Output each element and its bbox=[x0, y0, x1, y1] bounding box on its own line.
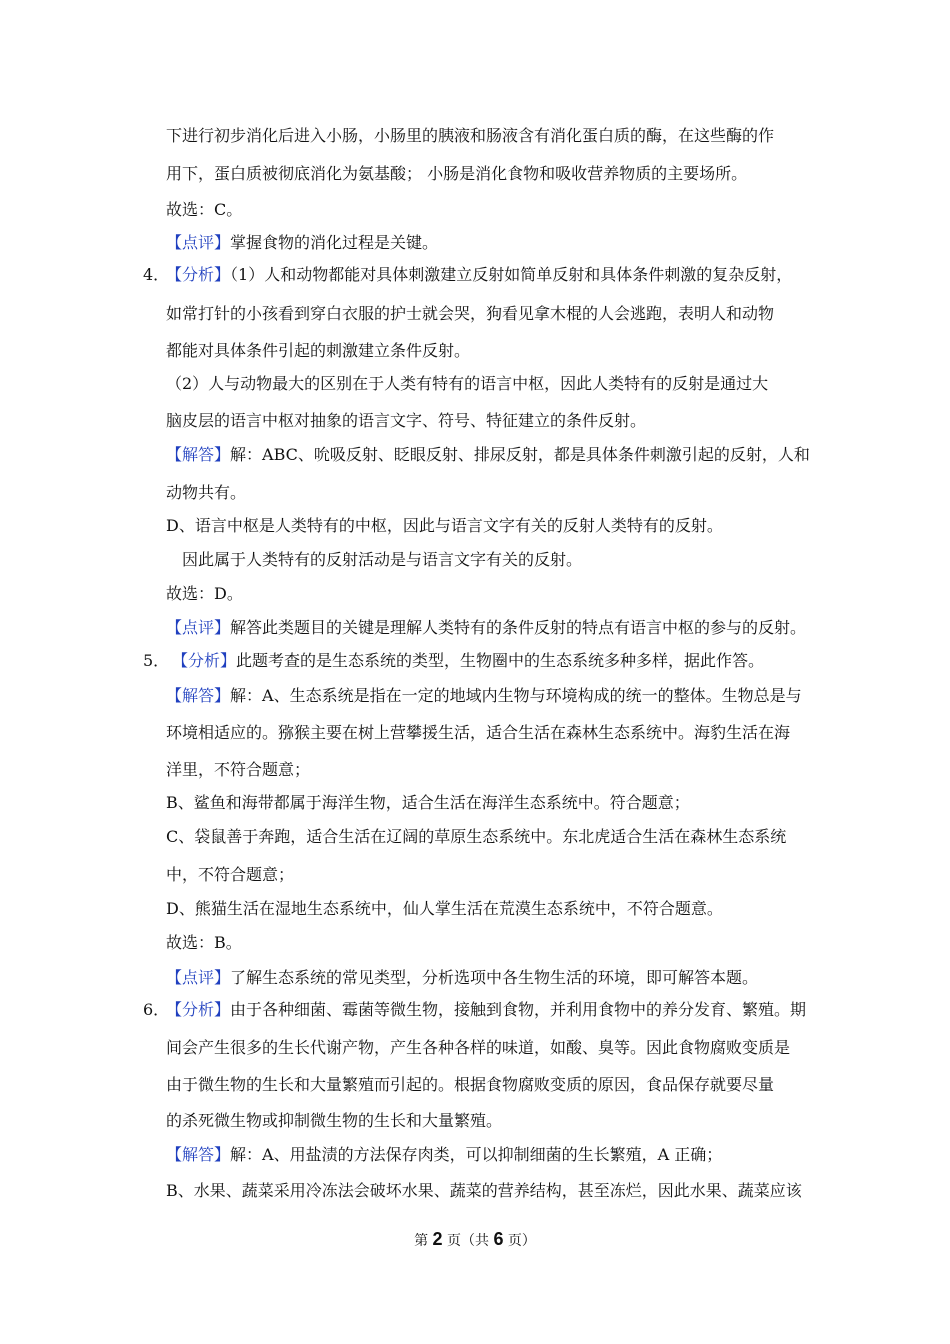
footer-prefix: 第 bbox=[414, 1233, 433, 1249]
analysis-tag: 【分析】 bbox=[166, 1000, 231, 1019]
analysis-text: 由于各种细菌、霉菌等微生物，接触到食物，并利用食物中的养分发育、繁殖。期 bbox=[230, 1000, 807, 1019]
text-line: 的杀死微生物或抑制微生物的生长和大量繁殖。 bbox=[166, 1111, 503, 1130]
text-line: 动物共有。 bbox=[166, 483, 247, 502]
answer-text: 解：A、生态系统是指在一定的地域内生物与环境构成的统一的整体。生物总是与 bbox=[230, 686, 802, 705]
answer-text: 解：A、用盐渍的方法保存肉类，可以抑制细菌的生长繁殖，A 正确； bbox=[230, 1145, 723, 1164]
analysis-line bbox=[166, 999, 806, 1021]
text-line: 故选：C。 bbox=[166, 200, 243, 219]
comment-tag: 【点评】 bbox=[166, 618, 231, 637]
answer-line bbox=[166, 685, 802, 707]
answer-line bbox=[166, 444, 810, 466]
comment-line bbox=[166, 617, 806, 639]
comment-text: 了解生态系统的常见类型，分析选项中各生物生活的环境，即可解答本题。 bbox=[230, 968, 759, 987]
text-line: 中，不符合题意； bbox=[166, 865, 295, 884]
question-number: 6． bbox=[143, 1000, 170, 1019]
comment-text: 掌握食物的消化过程是关键。 bbox=[230, 233, 439, 252]
comment-line bbox=[166, 232, 438, 254]
comment-text: 解答此类题目的关键是理解人类特有的条件反射的特点有语言中枢的参与的反射。 bbox=[230, 618, 807, 637]
analysis-text: （1）人和动物都能对具体刺激建立反射如简单反射和具体条件刺激的复杂反射， bbox=[230, 265, 793, 284]
text-line: 环境相适应的。猕猴主要在树上营攀援生活，适合生活在森林生态系统中。海豹生活在海 bbox=[166, 723, 791, 742]
question-number: 4． bbox=[143, 265, 170, 284]
text-line: B、水果、蔬菜采用冷冻法会破坏水果、蔬菜的营养结构，甚至冻烂，因此水果、蔬菜应该 bbox=[166, 1181, 802, 1200]
analysis-tag: 【分析】 bbox=[172, 651, 237, 670]
page-footer bbox=[0, 1229, 950, 1251]
text-line: D、语言中枢是人类特有的中枢，因此与语言文字有关的反射人类特有的反射。 bbox=[166, 516, 723, 535]
analysis-text: 此题考查的是生态系统的类型，生物圈中的生态系统多种多样，据此作答。 bbox=[236, 651, 765, 670]
analysis-tag: 【分析】 bbox=[166, 265, 231, 284]
footer-suffix: 页） bbox=[503, 1233, 536, 1249]
footer-total-pages: 6 bbox=[493, 1229, 504, 1249]
footer-mid: 页（共 bbox=[442, 1233, 494, 1249]
answer-text: 解：ABC、吮吸反射、眨眼反射、排尿反射，都是具体条件刺激引起的反射，人和 bbox=[230, 445, 810, 464]
text-line: 故选：B。 bbox=[166, 933, 242, 952]
text-line: 由于微生物的生长和大量繁殖而引起的。根据食物腐败变质的原因，食品保存就要尽量 bbox=[166, 1075, 775, 1094]
text-line: 故选：D。 bbox=[166, 584, 243, 603]
text-line: （2）人与动物最大的区别在于人类有特有的语言中枢，因此人类特有的反射是通过大 bbox=[166, 374, 769, 393]
text-line: 脑皮层的语言中枢对抽象的语言文字、符号、特征建立的条件反射。 bbox=[166, 411, 647, 430]
text-line: B、鲨鱼和海带都属于海洋生物，适合生活在海洋生态系统中。符合题意； bbox=[166, 793, 690, 812]
text-line: 都能对具体条件引起的刺激建立条件反射。 bbox=[166, 341, 471, 360]
text-line: 洋里，不符合题意； bbox=[166, 760, 311, 779]
analysis-line bbox=[166, 264, 792, 286]
answer-tag: 【解答】 bbox=[166, 445, 231, 464]
text-line: 因此属于人类特有的反射活动是与语言文字有关的反射。 bbox=[182, 550, 583, 569]
analysis-line bbox=[172, 650, 764, 672]
answer-line bbox=[166, 1144, 722, 1166]
text-line: C、袋鼠善于奔跑，适合生活在辽阔的草原生态系统中。东北虎适合生活在森林生态系统 bbox=[166, 827, 787, 846]
answer-tag: 【解答】 bbox=[166, 1145, 231, 1164]
text-line: D、熊猫生活在湿地生态系统中，仙人掌生活在荒漠生态系统中，不符合题意。 bbox=[166, 899, 723, 918]
answer-tag: 【解答】 bbox=[166, 686, 231, 705]
text-line: 如常打针的小孩看到穿白衣服的护士就会哭，狗看见拿木棍的人会逃跑，表明人和动物 bbox=[166, 304, 775, 323]
question-number: 5． bbox=[143, 651, 170, 670]
comment-tag: 【点评】 bbox=[166, 968, 231, 987]
text-line: 用下，蛋白质被彻底消化为氨基酸； 小肠是消化食物和吸收营养物质的主要场所。 bbox=[166, 164, 748, 183]
text-line: 间会产生很多的生长代谢产物，产生各种各样的味道，如酸、臭等。因此食物腐败变质是 bbox=[166, 1038, 791, 1057]
comment-tag: 【点评】 bbox=[166, 233, 231, 252]
comment-line bbox=[166, 967, 758, 989]
footer-page-number: 2 bbox=[432, 1229, 443, 1249]
text-line: 下进行初步消化后进入小肠，小肠里的胰液和肠液含有消化蛋白质的酶，在这些酶的作 bbox=[166, 126, 775, 145]
